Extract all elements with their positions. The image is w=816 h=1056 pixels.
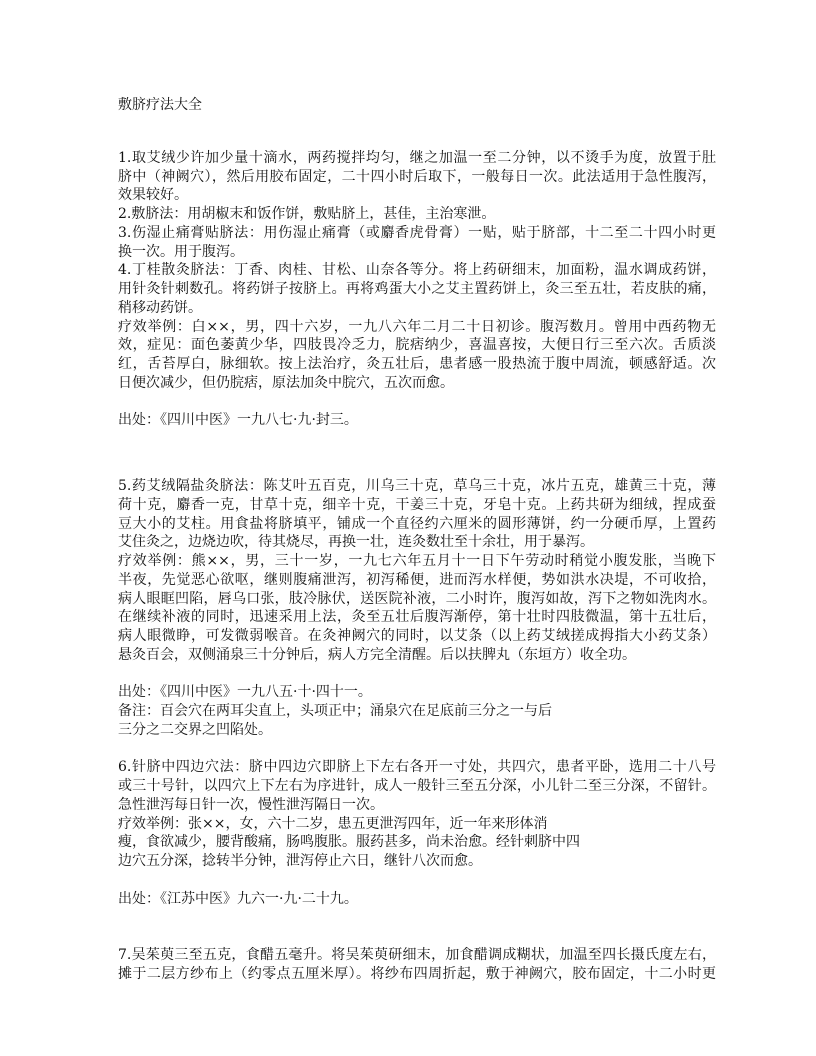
blank-line [118,927,716,946]
text-line: 半夜，先觉恶心欲呕，继则腹痛泄泻，初泻稀便，进而泻水样便，势如洪水决堤，不可收拾， [118,571,716,588]
text-line: 1.取艾绒少许加少量十滴水，两药搅拌均匀，继之加温一至二分钟，以不烫手为度，放置于肚 [118,149,716,166]
text-line: 红，舌苔厚白，脉细软。按上法治疗，灸五壮后，患者感一股热流于腹中周流，顿感舒适。次 [118,356,716,372]
text-line: 疗效举例：熊××，男，三十一岁，一九七六年五月十一日下午劳动时稍觉小腹发胀，当晚下 [118,553,716,569]
text-line: 2.敷脐法：用胡椒末和饭作饼，敷贴脐上，甚佳，主治寒泄。 [118,206,496,222]
text-line: 日便次减少，但仍脘痞，原法加灸中脘穴，五次而愈。 [118,374,454,391]
text-line: 或三十号针，以四穴上下左右为序进针，成人一般针三至五分深，小儿针二至三分深，不留针。 [118,778,716,794]
text-line: 效，症见：面色萎黄少华，四肢畏冷乏力，脘痞纳少，喜温喜按，大便日行三至六次。舌质淡 [118,337,716,354]
text-line: 病人眼眶凹陷，唇乌口张，肢冷脉伏，送医院补液，二小时许，腹泻如故，泻下之物如洗肉水。 [118,590,716,607]
text-line: 豆大小的艾柱。用食盐将脐填平，铺成一个直径约六厘米的圆形薄饼，约一分硬币厚，上置药 [118,515,716,532]
text-line: 疗效举例：张××，女，六十二岁，患五更泄泻四年，近一年来形体消 [118,815,548,832]
text-line: 摊于二层方纱布上（约零点五厘米厚）。将纱布四周折起，敷于神阙穴，胶布固定，十二小时更 [118,965,716,982]
document-title: 敷脐疗法大全 [118,97,202,113]
text-line: 边穴五分深，捻转半分钟，泄泻停止六日，继针八次而愈。 [118,853,482,869]
text-block-methods-5-7 [118,477,716,983]
text-line: 三分之二交界之凹陷处。 [118,721,272,738]
text-line: 出处：《江苏中医》九六一·九·二十九。 [118,890,358,907]
text-line: 7.吴茱萸三至五克，食醋五毫升。将吴茱萸研细末，加食醋调成糊状，加温至四长摄氏度左右， [118,946,716,963]
text-line: 荷十克，麝香一克，甘草十克，细辛十克，干姜三十克，牙皂十克。上药共研为细绒，捏成蚕 [118,496,716,513]
text-line: 出处：《四川中医》一九八五·十·四十一。 [118,684,372,701]
text-line: 6.针脐中四边穴法：脐中四边穴即脐上下左右各开一寸处，共四穴，患者平卧，选用二十八号 [118,759,716,776]
text-line: 稍移动药饼。 [118,299,202,316]
text-line: 急性泄泻每日针一次，慢性泄泻隔日一次。 [118,796,384,813]
blank-line [118,908,716,927]
text-line: 5.药艾绒隔盐灸脐法：陈艾叶五百克，川乌三十克，草乌三十克，冰片五克，雄黄三十克，薄 [118,478,716,494]
blank-line [118,665,716,684]
text-line: 脐中（神阙穴），然后用胶布固定，二十四小时后取下，一般每日一次。此法适用于急性腹泻， [118,168,716,185]
text-line: 病人眼微睁，可发微弱喉音。在灸神阙穴的同时，以艾条（以上药艾绒搓成拇指大小药艾条） [118,628,716,644]
text-line: 出处：《四川中医》一九八七·九·封三。 [118,412,358,429]
text-line: 艾住灸之，边烧边吹，待其烧尽，再换一壮，连灸数壮至十余壮，用于暴泻。 [118,534,594,551]
text-line: 备注：百会穴在两耳尖直上，头项正中；涌泉穴在足底前三分之一与后 [118,703,552,719]
text-line: 4.丁桂散灸脐法：丁香、肉桂、甘松、山奈各等分。将上药研细末，加面粉，温水调成药饼， [118,262,716,279]
text-line: 换一次。用于腹泻。 [118,243,244,260]
text-line: 效果较好。 [118,187,188,204]
text-line: 悬灸百会，双侧涌泉三十分钟后，病人方完全清醒。后以扶脾丸（东垣方）收全功。 [118,646,636,663]
blank-line [118,393,716,412]
text-line: 用针灸针刺数孔。将药饼子按脐上。再将鸡蛋大小之艾主置药饼上，灸三至五壮，若皮肤的痛， [118,281,716,297]
blank-line [118,740,716,759]
text-block-methods-1-4 [118,149,716,430]
text-line: 在继续补液的同时，迅速采用上法，灸至五壮后腹泻渐停，第十壮时四肢微温，第十五壮后， [118,609,716,626]
blank-line [118,871,716,890]
text-line: 疗效举例：白××，男，四十六岁，一九八六年二月二十日初诊。腹泻数月。曾用中西药物无 [118,318,716,335]
text-line: 瘦，食欲减少，腰背酸痛，肠鸣腹胀。服药甚多，尚未治愈。经针刺脐中四 [118,834,580,851]
text-line: 3.伤湿止痛膏贴脐法：用伤湿止痛膏（或麝香虎骨膏）一贴，贴于脐部，十二至二十四小时更 [118,224,716,241]
